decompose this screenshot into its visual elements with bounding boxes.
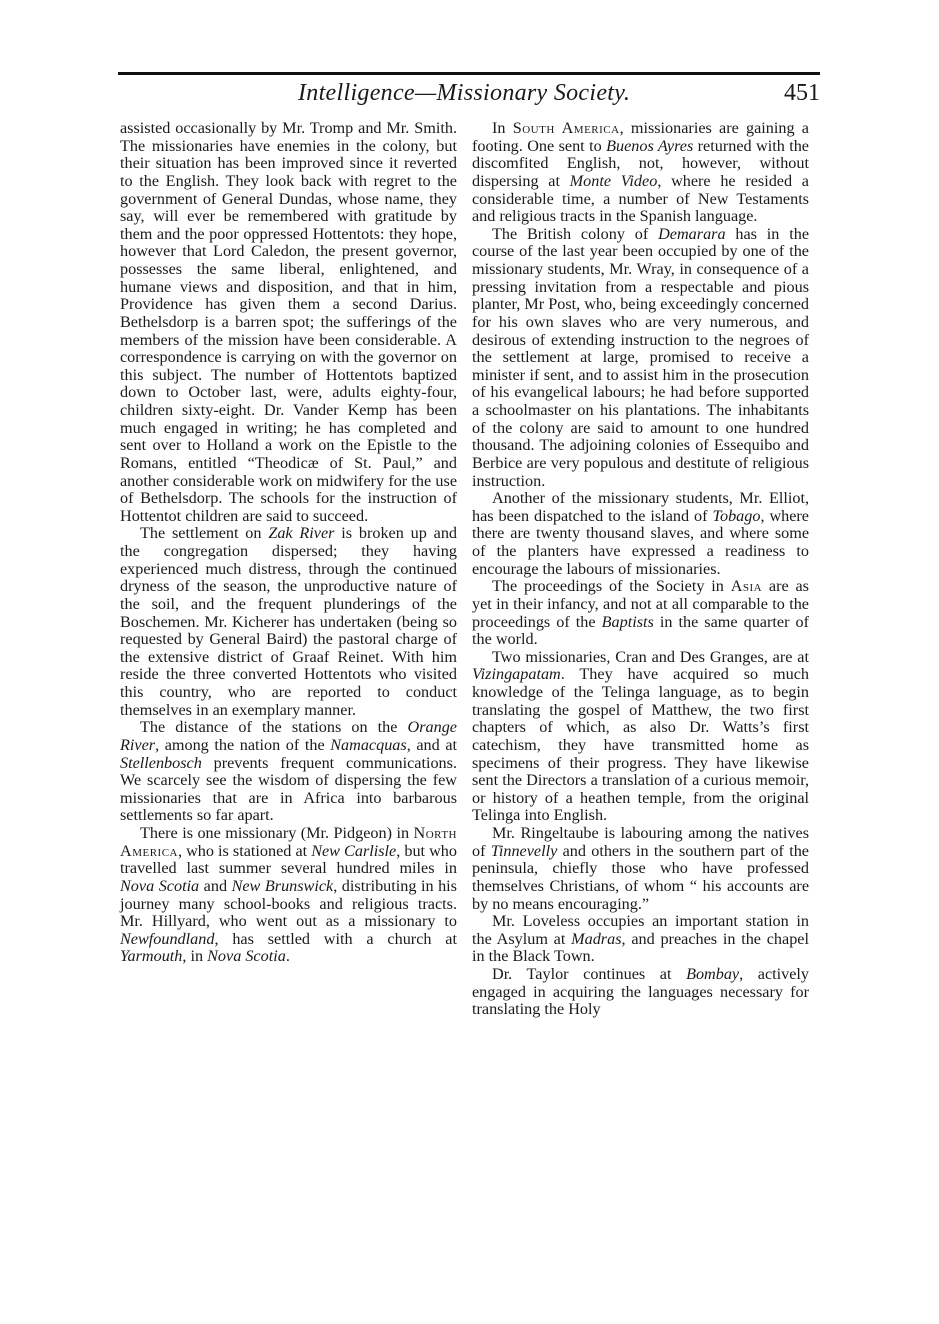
- paragraph-tobago: Another of the missionary students, Mr. Elliot, has been dispatched to the island of Tobago, where there are twenty thousand slaves, and where some of the planters have expressed a readiness to encourage the labours of missionaries.: [472, 489, 809, 578]
- paragraph-hottentot-mission: assisted occasionally by Mr. Tromp and Mr. Smith. The missionaries have enemies in the colony, but their situation has been improved since it reverted to the English. They look back with regret to the government of General Dundas, whose name, they say, will ever be remembered with gratitude by them and the poor oppressed Hottentots: they hope, however that Lord Caledon, the present governor, possesses the same liberal, enlightened, and humane views and disposition, and that in him, Providence has given them a second Darius. Bethelsdorp is a barren spot; the sufferings of the members of the mission have been considerable. A correspondence is carrying on with the governor on this subject. The number of Hottentots baptized down to October last, were, adults eighty-four, children sixty-eight. Dr. Vander Kemp has been much engaged in writing; he has completed and sent over to Holland a work on the Epistle to the Romans, entitled “Theodicæ of St. Paul,” and another considerable work on midwifery for the use of Bethelsdorp. The schools for the instruction of Hottentot children are said to succeed.: [120, 119, 457, 525]
- paragraph-vizingapatam: Two missionaries, Cran and Des Granges, are at Vizingapatam. They have acquired so much knowledge of the Telinga language, as to begin translating the gospel of Matthew, the two first chapters of which, as also Dr. Watts’s first catechism, they have transmitted home as specimens of their progress. They have likewise sent the Directors a translation of a curious memoir, or history of a heathen temple, from the original Telinga into English.: [472, 647, 809, 825]
- running-title: Intelligence—Missionary Society.: [298, 80, 631, 106]
- header-rule: [118, 72, 820, 75]
- paragraph-orange-river: The distance of the stations on the Orange River, among the nation of the Namacquas, and at Stellenbosch prevents frequent communications. We scarcely see the wisdom of dispersing the few missionaries that are in Africa into barbarous settlements so far apart.: [120, 718, 457, 825]
- paragraph-madras: Mr. Loveless occupies an important station in the Asylum at Madras, and preaches in the chapel in the Black Town.: [472, 912, 809, 966]
- paragraph-south-america: In South America, missionaries are gaining a footing. One sent to Buenos Ayres returned with the discomfited English, not, however, without dispersing at Monte Video, where he resided a considerable time, a number of New Testaments and religious tracts in the Spanish language.: [472, 119, 809, 226]
- paragraph-north-america: There is one missionary (Mr. Pidgeon) in North America, who is stationed at New Carlisle, but who travelled last summer several hundred miles in Nova Scotia and New Brunswick, distributing in his journey many school-books and religious tracts. Mr. Hillyard, who went out as a missionary to Newfoundland, has settled with a church at Yarmouth, in Nova Scotia.: [120, 824, 457, 966]
- right-column: [472, 120, 809, 1019]
- paragraph-demarara: The British colony of Demarara has in the course of the last year been occupied by one of the missionary students, Mr. Wray, in consequence of a pressing invitation from a respectable and pious planter, Mr Post, who, being exceedingly concerned for his own slaves who are very numerous, and desirous of extending instruction to the negroes of the settlement at large, promised to receive a minister if sent, and to assist him in the prosecution of his evangelical labours; he had before supported a schoolmaster on his plantations. The inhabitants of the colony are said to amount to one hundred thousand. The adjoining colonies of Essequibo and Berbice are very populous and destitute of religious instruction.: [472, 224, 809, 490]
- left-column: [120, 120, 457, 966]
- paragraph-bombay: Dr. Taylor continues at Bombay, actively engaged in acquiring the languages necessary for translating the Holy: [472, 965, 810, 1019]
- paragraph-zak-river: The settlement on Zak River is broken up and the congregation dispersed; they having experienced much distress, through the continued dryness of the season, the unproductive nature of the soil, and the frequent plunderings of the Boschemen. Mr. Kicherer has undertaken (being so requested by General Baird) the pastoral charge of the extensive district of Graaf Reinet. With him reside the three converted Hottentots who visited this country, who are reported to conduct themselves in an exemplary manner.: [120, 524, 458, 719]
- paragraph-tinnevelly: Mr. Ringeltaube is labouring among the natives of Tinnevelly and others in the southern part of the peninsula, chiefly those who have professed themselves Christians, of whom “ his accounts are by no means encouraging.”: [472, 824, 809, 913]
- paragraph-asia: The proceedings of the Society in Asia are as yet in their infancy, and not at all comparable to the proceedings of the Baptists in the same quarter of the world.: [472, 577, 809, 649]
- running-head: [118, 72, 820, 112]
- page-number: 451: [784, 80, 820, 106]
